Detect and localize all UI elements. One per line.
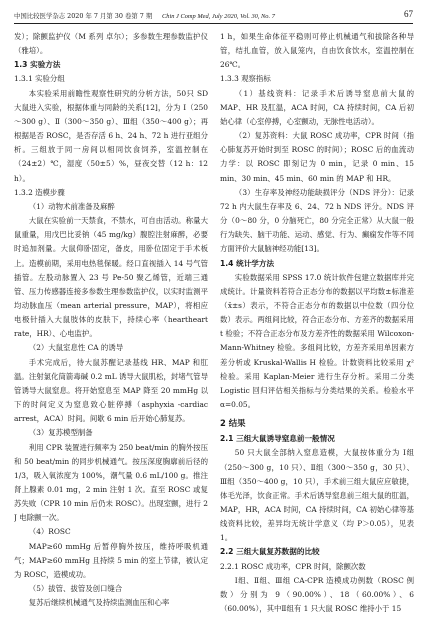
body-paragraph: （5）拔管、拔管及创口缝合 [28,584,123,594]
body-paragraph: MAP≥60 mmHg 后暂停胸外按压，维持呼吸机通气；MAP≥60 mmHg 且持续 5 min 的室上节律，被认定为 ROSC，造模成功。 [14,541,208,579]
body-paragraph: （3）复苏模型制备 [28,428,93,438]
page-header [14,10,413,24]
body-paragraph: 50 只大鼠全部纳入窒息造模，大鼠按体重分为 Ⅰ组（250～300 g，10 只）、Ⅱ组（300～350 g，30 只）、Ⅲ组（350～400 g，10 只），手术前三组大鼠应应敏捷，体毛光泽，饮食正常。手术后诱导窒息前三组大鼠的肛温，MAP，HR，ACA 时间，CA 持续时间，CA 初始心律等基线资料比较，差异均无统计学意义（均 P＞0.05），见表 1。 [220,448,414,543]
page-number: 67 [404,9,413,19]
left-text-column [14,30,208,622]
body-paragraph: （1）动物术前准备及麻醉 [28,201,115,211]
body-paragraph: 大鼠在实验前一天禁食，不禁水，可自由活动。称量大鼠重量，用戊巴比妥钠（45 mg/kg）腹腔注射麻醉，必要时追加剂量。大鼠仰卧固定，备皮，用卧位固定于手术板上。造模前期，采用电热毯保暖。经口直视插入 14 号气管插管。左股动脉置入 23 号 Pe-50 聚乙烯管，近端三通管、压力传感器连接多参数生理参数监护仪，以实时监测平均动脉血压（mean arterial pressure，MAP），将相应电极针插入大鼠肢体的皮肤下，持续心率（heartheart rate，HR）、心电监护。 [14,216,208,339]
sub-subsection-heading: 1.3.1 实验分组 [14,74,65,84]
body-paragraph: 实验数据采用 SPSS 17.0 统计软件包建立数据库并完成统计。计量资料若符合正态分布的数据以平均数±标准差（x̄±s）表示，不符合正态分布的数据以中位数（四分位数）表示。两组间比较，符合正态分布、方差齐的数据采用 t 检验；不符合正态分布及方差齐性的数据采用 Wilcoxon-Mann-Whitney 检验。多组间比较，方差齐采用单因素方差分析或 Kruskal-Wallis H 检验。计数资料比较采用 χ² 检验。采用 Kaplan-Meier 进行生存分析。采用二分类 Logistic 回归评估相关指标与分类结果的关系。检验水平 α=0.05。 [220,272,414,410]
body-paragraph: 手术完成后，待大鼠苏醒记录基线 HR、MAP 和肛温。注射氯化筒箭毒碱 0.2 mL 诱导大鼠肌松，封堵气管导管诱导大鼠窒息。将开始窒息至 MAP 降至 20 mmHg 以下的时间定义为窒息致心脏停搏（asphyxia -cardiac arrest，ACA）时间。间歇 6 min 后开始心肺复苏。 [14,357,208,424]
body-paragraph: 利用 CPR 装置进行频率为 250 beat/min 的胸外按压和 50 beat/min 的同步机械通气。按压深度胸廓前后径的 1/3，吸入氧浓度为 100%，潮气量 0.6 mL/100 g。推注肾上腺素 0.01 mg，2 min 注射 1 次。直至 ROSC 或复苏失败（CPR 10 min 后仍未 ROSC）。出现室颤，进行 2 J 电除颤一次。 [14,442,208,523]
subsection-heading: 1.3 实验方法 [14,60,61,70]
journal-title-en: Chin J Comp Med, July 2020, Vol. 30, No. 7 [162,13,275,20]
sub-subsection-heading: 2.2.1 ROSC 成功率，CPR 时间，除颤次数 [220,561,366,571]
subsection-heading: 2.2 三组大鼠复苏数据的比较 [220,547,320,557]
sub-subsection-heading: 1.3.3 观察指标 [220,74,271,84]
body-paragraph: 本实验采用前瞻性观察性研究的分析方法，50只 SD 大鼠进入实验，根据体重与同龄的关系[12]，分为 Ⅰ（250～300 g）、Ⅱ（300～350 g）、Ⅲ组（350～400 g）；再根据是否 ROSC，是否存活 6 h、24 h、72 h 进行亚组分析。三组放于同一房间以相同饮食饲养，室温控制在（24±2）℃，湿度（50±5）%，昼夜交替（12 h：12 h）。 [14,88,208,183]
body-paragraph: Ⅰ组、Ⅱ组、Ⅲ组 CA-CPR 造模成功例数（ROSC 例数）分别为 9（90.00%）、18（60.00%）、6（60.00%），其中Ⅱ组有 1 只大鼠 ROSC 维持小于 15 [220,575,414,614]
body-paragraph: 1 h，如果生命体征平稳则可停止机械通气和拔除各种导管，结扎血管，放入鼠笼内，自由饮食饮水，室温控制在 26℃。 [220,32,414,70]
body-paragraph: （1）基线资料：记录手术后诱导窒息前大鼠的 MAP、HR 及肛温，ACA 时间，CA 持续时间，CA 后初始心律（心室停搏，心室颤动，无脉性电活动）。 [220,88,414,126]
journal-title-cn: 中国比较医学杂志 2020 年 7 月第 30 卷第 7 期 [14,12,153,20]
body-paragraph: （2）复苏资料：大鼠 ROSC 成功率，CPR 时间（指心肺复苏开始时到至 ROSC 的时间）；ROSC 后的血流动力学：以 ROSC 即刻记为 0 min，记录 0 min、15 min、30 min、45 min、60 min 的 MAP 和 HR。 [220,131,414,183]
sub-subsection-heading: 1.3.2 造模步骤 [14,187,65,197]
body-paragraph: （3）生存率及神经功能缺损评分（NDS 评分）：记录 72 h 内大鼠生存率及 6、24、72 h NDS 评分。NDS 评分（0～80 分，0 分脑死亡，80 分完全正常）从大鼠一般行为缺失、脑干功能、运动、感觉、行为、癫痫发作等不同方面评价大鼠脑神经功能[13]。 [220,187,414,254]
subsection-heading: 2.1 三组大鼠诱导窒息前一般情况 [220,434,335,444]
right-text-column [220,30,414,622]
section-heading: 2 结果 [220,418,246,429]
body-paragraph: 复苏后继续机械通气及持续监测血压和心率 [28,598,170,608]
subsection-heading: 1.4 统计学方法 [220,258,275,268]
body-paragraph: （4）ROSC [28,527,71,537]
body-paragraph: （2）大鼠室息性 CA 的诱导 [28,343,124,353]
body-paragraph: 发）；除颤监护仪（M 系列 卓尔）；多参数生理参数监护仪（雅培）。 [14,32,208,56]
